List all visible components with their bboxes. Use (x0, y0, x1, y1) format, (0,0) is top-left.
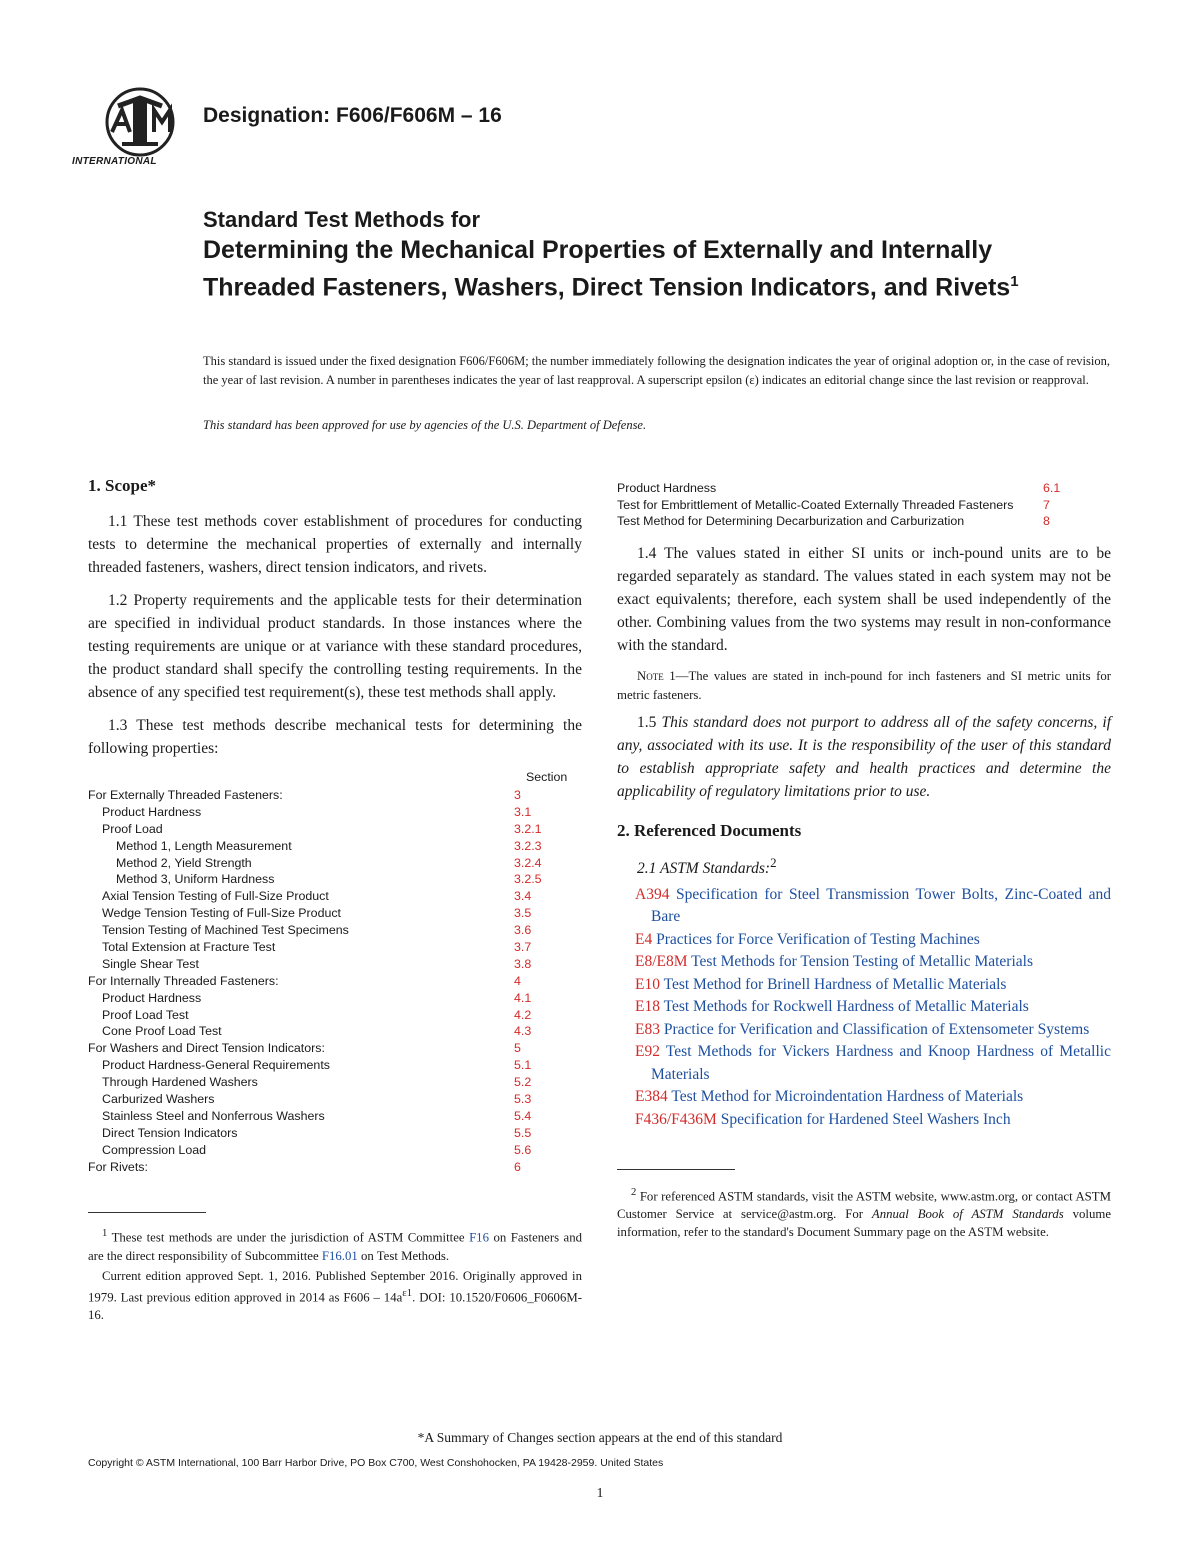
property-continued-row (617, 513, 1111, 530)
reference-item (617, 884, 1111, 929)
property-label: Product Hardness-General Requirements (102, 1058, 330, 1073)
reference-title-link[interactable]: Test Methods for Vickers Hardness and Knoop Hardness of Metallic Materials (651, 1043, 1111, 1083)
copyright: Copyright © ASTM International, 100 Barr Harbor Drive, PO Box C700, West Conshohocken, PA 19428-2959. United States (88, 1457, 664, 1469)
property-row (88, 788, 582, 805)
property-label: Proof Load Test (102, 1007, 189, 1022)
property-row (88, 856, 582, 873)
section-column-header: Section (526, 770, 568, 784)
property-continued-row (617, 497, 1111, 514)
property-row (88, 957, 582, 974)
footnote-1-marker: 1 (102, 1228, 108, 1240)
reference-title-link[interactable]: Test Methods for Rockwell Hardness of Metallic Materials (663, 998, 1029, 1016)
property-section-link[interactable]: 5.4 (514, 1108, 532, 1123)
footnote-rule (88, 1212, 206, 1213)
property-label: Wedge Tension Testing of Full-Size Product (102, 906, 341, 921)
property-label: For Externally Threaded Fasteners: (88, 788, 283, 802)
reference-code-link[interactable]: E8/E8M (635, 953, 688, 971)
property-continued-label: Test Method for Determining Decarburization and Carburization (617, 514, 965, 528)
reference-code-link[interactable]: A394 (635, 885, 670, 903)
scope-1-3: 1.3 These test methods describe mechanical tests for determining the following properties: (88, 717, 582, 757)
property-label: Product Hardness (102, 804, 202, 819)
property-section-link[interactable]: 4.2 (514, 1007, 532, 1022)
property-label: For Rivets: (88, 1159, 148, 1174)
reference-list (617, 884, 1111, 1132)
footnote-1-doi: . DOI: 10.1520/F0606_F0606M-16. (88, 1290, 582, 1323)
reference-item (617, 1109, 1111, 1132)
reference-item (617, 951, 1111, 974)
reference-code-link[interactable]: E92 (635, 1043, 660, 1061)
property-section-link[interactable]: 5 (514, 1041, 521, 1056)
reference-code-link[interactable]: E384 (635, 1088, 668, 1106)
property-row (88, 1075, 582, 1092)
property-section-link[interactable]: 5.2 (514, 1075, 532, 1090)
footnote-2 (617, 1184, 1111, 1241)
reference-title-link[interactable]: Practices for Force Verification of Testing Machines (656, 930, 980, 948)
scope-1-2: 1.2 Property requirements and the applicable tests for their determination are specified in individual product standards. In those instances where the testing requirements are unique or at variance with these standard procedures, the product standard shall specify the controlling testing requirements. In the absence of any specified test requirement(s), these test methods shall apply. (88, 592, 582, 701)
property-label: Cone Proof Load Test (102, 1024, 222, 1039)
property-continued-section-link[interactable]: 6.1 (1043, 481, 1061, 495)
footnote-2-marker: 2 (631, 1187, 637, 1199)
property-row (88, 889, 582, 906)
page-number: 1 (596, 1486, 604, 1501)
dod-note: This standard has been approved for use by agencies of the U.S. Department of Defense. (203, 418, 647, 432)
issue-note: This standard is issued under the fixed designation F606/F606M; the number immediately following the designation indicates the year of original adoption or, in the case of revision, the year of last revision. A number in parentheses indicates the year of last reapproval. A superscript epsilon (ε) indicates an editorial change since the last revision or reapproval. (203, 354, 1110, 387)
property-section-link[interactable]: 3.2.5 (514, 872, 542, 887)
property-label: Tension Testing of Machined Test Specimens (102, 923, 349, 938)
astm-standards-ref: 2 (770, 854, 777, 870)
reference-code-link[interactable]: E83 (635, 1020, 660, 1038)
property-section-link[interactable]: 4 (514, 973, 521, 988)
property-label: Method 1, Length Measurement (116, 838, 292, 853)
property-section-link[interactable]: 3.2.4 (514, 855, 542, 870)
document-title (203, 205, 1103, 303)
property-continued-label: Product Hardness (617, 481, 717, 495)
reference-code-link[interactable]: E10 (635, 975, 660, 993)
footnote-1-epsilon: ε1 (402, 1287, 413, 1299)
property-continued-label: Test for Embrittlement of Metallic-Coated Externally Threaded Fasteners (617, 497, 1014, 512)
property-section-link[interactable]: 5.6 (514, 1142, 532, 1157)
properties-table (88, 788, 582, 1176)
footnote-1-edition (88, 1267, 582, 1324)
property-row (88, 1058, 582, 1075)
property-continued-section-link[interactable]: 8 (1043, 514, 1050, 528)
property-label: Compression Load (102, 1142, 207, 1157)
logo-wordmark: INTERNATIONAL (72, 156, 157, 167)
footnote-rule-right (617, 1169, 735, 1170)
property-label: Method 2, Yield Strength (116, 855, 252, 870)
property-row (88, 822, 582, 839)
scope-1-4: 1.4 The values stated in either SI units or inch-pound units are to be regarded separately as standard. The values stated in each system may not be exact equivalents; therefore, each system shall be used independently of the other. Combining values from the two systems may result in non-conformance with the standard. (617, 544, 1111, 654)
scope-heading: 1. Scope* (88, 476, 156, 495)
property-label: Direct Tension Indicators (102, 1125, 238, 1140)
property-section-link[interactable]: 6 (514, 1159, 521, 1174)
note-1-text: —The values are stated in inch-pound for inch fasteners and SI metric units for metric fasteners. (617, 668, 1111, 702)
property-section-link[interactable]: 3.5 (514, 906, 532, 921)
footnote-2-italic: Annual Book of ASTM Standards (871, 1207, 1064, 1222)
property-row (88, 940, 582, 957)
right-column (617, 480, 1111, 1241)
scope-1-5 (617, 711, 1111, 803)
property-section-link[interactable]: 3.4 (514, 889, 532, 904)
property-continued-section-link[interactable]: 7 (1043, 497, 1050, 512)
property-label: Product Hardness (102, 990, 202, 1005)
astm-standards-subheading (617, 851, 1111, 880)
title-main (203, 235, 1103, 303)
property-section-link[interactable]: 3.1 (514, 804, 532, 819)
scope-1-1: 1.1 These test methods cover establishment of procedures for conducting tests to determine the mechanical properties of externally and internally threaded fasteners, washers, direct tension indicators, and rivets. (88, 513, 582, 576)
property-row (88, 1024, 582, 1041)
property-section-link[interactable]: 3.6 (514, 923, 532, 938)
reference-title-link[interactable]: Test Method for Microindentation Hardness of Materials (671, 1088, 1024, 1106)
footnote-2-text-b: volume information, refer to the standard's Document Summary page on the ASTM website. (617, 1207, 1112, 1240)
property-section-link[interactable]: 3.2.1 (514, 821, 542, 836)
scope-1-5-number: 1.5 (637, 713, 657, 731)
property-row (88, 1160, 582, 1177)
footnote-1-text-a: These test methods are under the jurisdiction of ASTM Committee (111, 1230, 465, 1245)
reference-item (617, 1041, 1111, 1086)
reference-code-link[interactable]: E18 (635, 998, 660, 1016)
subcommittee-link[interactable]: F16.01 (321, 1248, 358, 1263)
property-label: Stainless Steel and Nonferrous Washers (102, 1108, 325, 1123)
left-column (88, 476, 582, 1324)
property-row (88, 923, 582, 940)
reference-title-link[interactable]: Test Methods for Tension Testing of Metallic Materials (691, 953, 1033, 971)
property-row (88, 974, 582, 991)
property-section-link[interactable]: 3.2.3 (514, 838, 542, 853)
designation: Designation: F606/F606M – 16 (203, 104, 502, 127)
property-row (88, 839, 582, 856)
property-section-link[interactable]: 5.3 (514, 1092, 532, 1107)
property-row (88, 1008, 582, 1025)
property-section-link[interactable]: 4.3 (514, 1024, 532, 1039)
property-label: For Washers and Direct Tension Indicators: (88, 1041, 325, 1056)
scope-1-5-text: This standard does not purport to address all of the safety concerns, if any, associated with its use. It is the responsibility of the user of this standard to establish appropriate safety and health practices and determine the applicability of regulatory limitations prior to use. (617, 713, 1112, 800)
reference-title-link[interactable]: Specification for Hardened Steel Washers Inch (720, 1110, 1011, 1128)
property-label: Method 3, Uniform Hardness (116, 872, 275, 887)
property-label: Axial Tension Testing of Full-Size Product (102, 889, 329, 904)
property-row (88, 1109, 582, 1126)
properties-table-continued (617, 480, 1111, 530)
property-section-link[interactable]: 3 (514, 788, 521, 802)
property-row (88, 805, 582, 822)
astm-standards-label: 2.1 ASTM Standards: (637, 859, 771, 877)
property-row (88, 1126, 582, 1143)
property-label: Single Shear Test (102, 956, 199, 971)
footnote-1 (88, 1225, 582, 1264)
property-label: Total Extension at Fracture Test (102, 940, 276, 955)
footnote-2-text-a: For referenced ASTM standards, visit the ASTM website, www.astm.org, or contact ASTM Customer Service at service@astm.org. For (617, 1189, 1111, 1222)
property-row (88, 1143, 582, 1160)
astm-logo (72, 86, 192, 170)
property-row (88, 872, 582, 889)
property-row (88, 991, 582, 1008)
property-label: For Internally Threaded Fasteners: (88, 973, 279, 988)
note-1-label: Note 1 (637, 668, 676, 683)
reference-code-link[interactable]: F436/F436M (635, 1110, 717, 1128)
reference-item (617, 1019, 1111, 1042)
reference-item (617, 1086, 1111, 1109)
property-label: Carburized Washers (102, 1092, 215, 1107)
footnote-1-edition-text: Current edition approved Sept. 1, 2016. Published September 2016. Originally approved in 1979. Last previous edition approved in 2014 as F606 – 14a (88, 1268, 582, 1305)
reference-title-link[interactable]: Specification for Steel Transmission Tower Bolts, Zinc-Coated and Bare (651, 885, 1112, 926)
property-label: Proof Load (102, 821, 163, 836)
property-row (88, 906, 582, 923)
title-main-text: Determining the Mechanical Properties of Externally and Internally Threaded Fasteners, Washers, Direct Tension Indicators, and Rivets (203, 236, 1011, 302)
note-1 (617, 667, 1111, 705)
title-prefix: Standard Test Methods for (203, 207, 481, 232)
property-section-link[interactable]: 3.7 (514, 940, 532, 955)
reference-item (617, 974, 1111, 997)
property-label: Through Hardened Washers (102, 1075, 258, 1090)
property-row (88, 1092, 582, 1109)
committee-link[interactable]: F16 (469, 1230, 489, 1245)
reference-item (617, 929, 1111, 952)
reference-title-link[interactable]: Practice for Verification and Classification of Extensometer Systems (663, 1020, 1090, 1038)
property-section-link[interactable]: 3.8 (514, 956, 532, 971)
property-section-link[interactable]: 5.5 (514, 1125, 532, 1140)
footnote-1-text-b: on Fasteners and are the direct responsibility of Subcommittee (88, 1230, 583, 1263)
property-continued-row (617, 480, 1111, 497)
reference-item (617, 996, 1111, 1019)
reference-title-link[interactable]: Test Method for Brinell Hardness of Metallic Materials (663, 975, 1007, 993)
property-section-link[interactable]: 4.1 (514, 990, 532, 1005)
property-row (88, 1041, 582, 1058)
referenced-documents-heading: 2. Referenced Documents (617, 820, 802, 840)
property-section-link[interactable]: 5.1 (514, 1058, 532, 1073)
reference-code-link[interactable]: E4 (635, 930, 653, 948)
summary-of-changes-note: *A Summary of Changes section appears at the end of this standard (417, 1430, 783, 1445)
footnote-1-text-c: on Test Methods. (360, 1248, 450, 1263)
title-footnote-ref: 1 (1010, 273, 1019, 290)
